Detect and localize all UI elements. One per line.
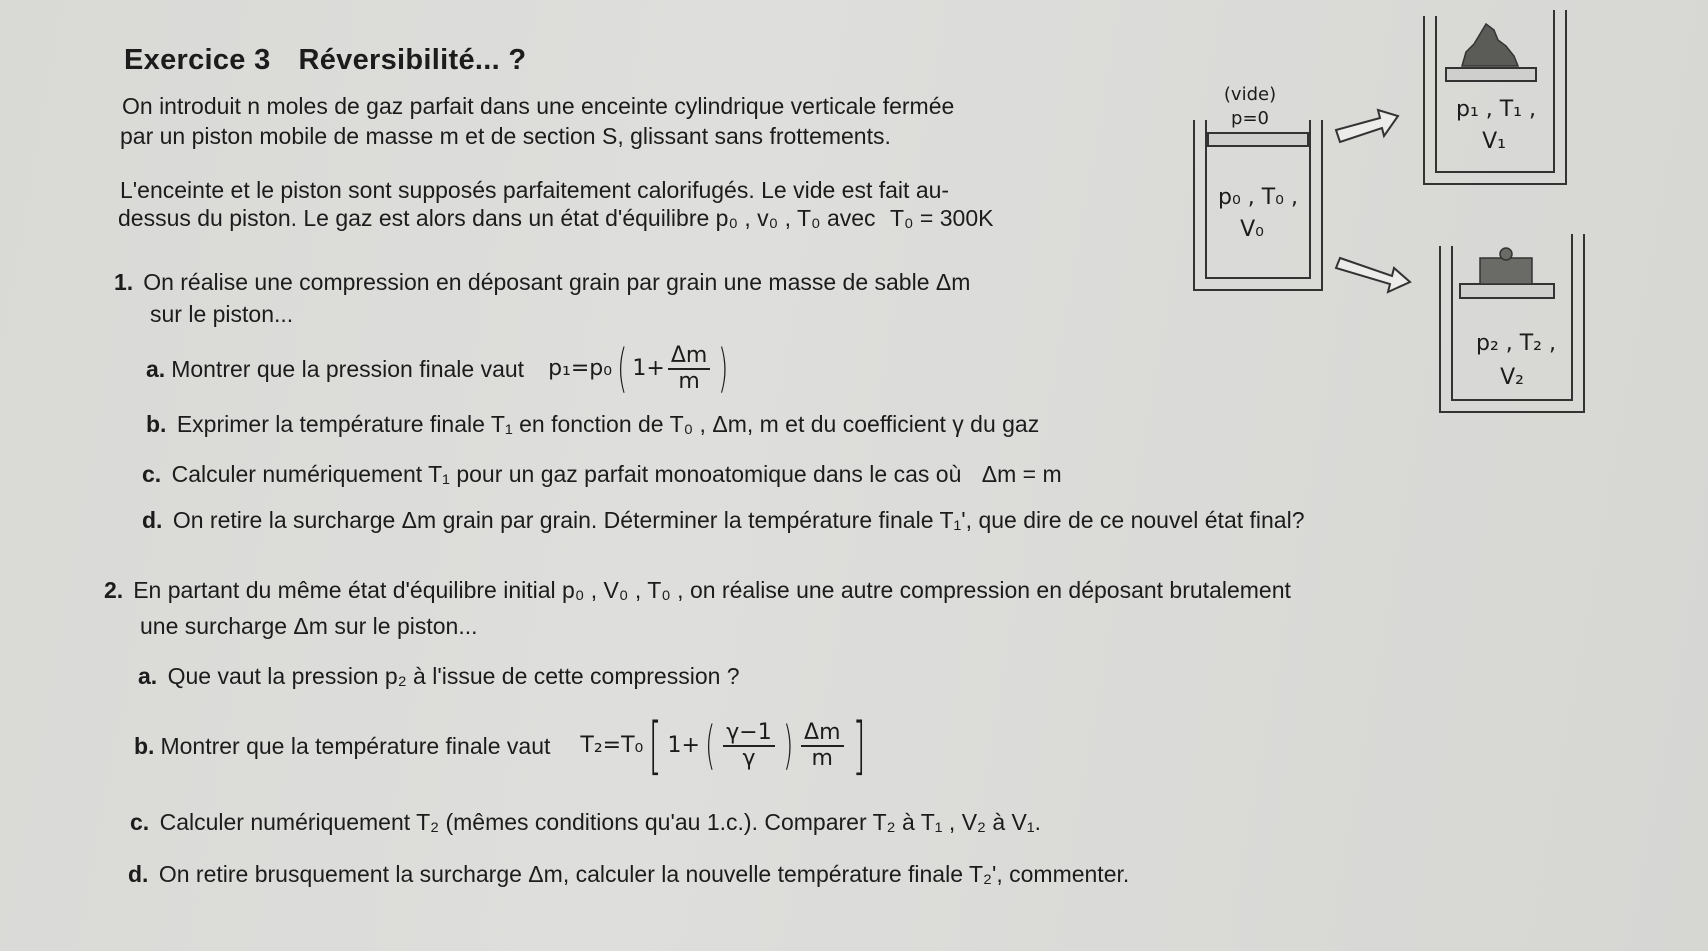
- q1a-fraction-num: Δm: [668, 344, 710, 370]
- arrow-right-icon: [1336, 258, 1410, 292]
- intro-line-3: L'enceinte et le piston sont supposés parfaitement calorifugés. Le vide est fait au-: [120, 177, 950, 203]
- weight-icon: [1480, 258, 1532, 284]
- q1d-label: d.: [142, 507, 163, 533]
- state-0-line-2: V₀: [1240, 217, 1264, 242]
- intro-line-2: par un piston mobile de masse m et de section S, glissant sans frottements.: [120, 123, 891, 149]
- q2-line-2: une surcharge Δm sur le piston...: [140, 613, 478, 639]
- initial-temperature: T₀ = 300K: [889, 205, 994, 231]
- q1c-label: c.: [142, 461, 162, 487]
- exercise-number: Exercice 3: [124, 44, 271, 76]
- q2b-fraction-mass-den: m: [811, 746, 833, 771]
- q1a-text: Montrer que la pression finale vaut: [171, 356, 525, 382]
- q1a-formula-one: 1+: [632, 356, 665, 381]
- q1-text: On réalise une compression en déposant grain par grain une masse de sable Δm: [143, 269, 971, 295]
- piston-state-1: [1446, 68, 1536, 81]
- q1d-text: On retire la surcharge Δm grain par grain. Déterminer la température finale T₁', que dire de ce nouvel état final?: [172, 507, 1305, 533]
- open-paren: (: [617, 339, 628, 399]
- q1-number: 1.: [114, 269, 134, 295]
- q2b-formula-one: 1+: [667, 733, 700, 758]
- q2a-text: Que vaut la pression p₂ à l'issue de cette compression ?: [167, 663, 740, 689]
- vide-label: (vide): [1223, 84, 1277, 105]
- q2c-label: c.: [130, 809, 150, 835]
- p-zero-label: p=0: [1231, 108, 1269, 129]
- weight-handle-icon: [1500, 248, 1512, 260]
- open-bracket: [: [648, 709, 663, 782]
- intro-line-1: On introduit n moles de gaz parfait dans une enceinte cylindrique verticale fermée: [122, 93, 955, 119]
- q2b-fraction-gamma-den: γ: [742, 746, 756, 771]
- q1c-condition: Δm = m: [981, 461, 1062, 487]
- q1a-label: a.: [146, 356, 166, 382]
- q1a-formula-lhs: p₁=p₀: [548, 356, 613, 381]
- close-paren: ): [718, 339, 729, 399]
- q2b-label: b.: [134, 733, 155, 759]
- state-0-line-1: p₀ , T₀ ,: [1217, 185, 1299, 210]
- open-paren: (: [705, 716, 716, 776]
- close-bracket: ]: [851, 709, 866, 782]
- state-1-line-1: p₁ , T₁ ,: [1455, 97, 1537, 122]
- q2-number: 2.: [104, 577, 124, 603]
- q2b-formula-lhs: T₂=T₀: [580, 733, 644, 758]
- q1b-label: b.: [146, 411, 167, 437]
- piston-initial: [1208, 133, 1308, 146]
- q2d-text: On retire brusquement la surcharge Δm, calculer la nouvelle température finale T₂', commenter.: [158, 861, 1130, 887]
- q2b-fraction-mass-num: Δm: [801, 721, 843, 747]
- q2a-label: a.: [138, 663, 158, 689]
- q1b-text: Exprimer la température finale T₁ en fonction de T₀ , Δm, m et du coefficient γ du gaz: [176, 411, 1040, 437]
- q1-line-2: sur le piston...: [150, 301, 294, 327]
- q2b-text: Montrer que la température finale vaut: [160, 733, 551, 759]
- piston-state-2: [1460, 284, 1554, 298]
- q2c-text: Calculer numériquement T₂ (mêmes conditions qu'au 1.c.). Comparer T₂ à T₁ , V₂ à V₁.: [159, 809, 1042, 835]
- exercise-title: Réversibilité... ?: [298, 44, 527, 76]
- sand-pile-icon: [1462, 24, 1518, 66]
- q2d-label: d.: [128, 861, 149, 887]
- state-2-line-1: p₂ , T₂ ,: [1475, 331, 1557, 356]
- q1a-fraction-den: m: [678, 369, 700, 394]
- q2b-fraction-gamma-num: γ−1: [723, 721, 774, 747]
- q2-text: En partant du même état d'équilibre initial p₀ , V₀ , T₀ , on réalise une autre compression en déposant brutalement: [133, 577, 1291, 603]
- state-2-line-2: V₂: [1500, 365, 1524, 390]
- arrow-right-icon: [1336, 110, 1398, 142]
- close-paren: ): [782, 716, 793, 776]
- q1c-text: Calculer numériquement T₁ pour un gaz parfait monoatomique dans le cas où: [171, 461, 962, 487]
- intro-line-4-text: dessus du piston. Le gaz est alors dans un état d'équilibre p₀ , v₀ , T₀ avec: [118, 205, 876, 231]
- state-1-line-2: V₁: [1482, 129, 1506, 154]
